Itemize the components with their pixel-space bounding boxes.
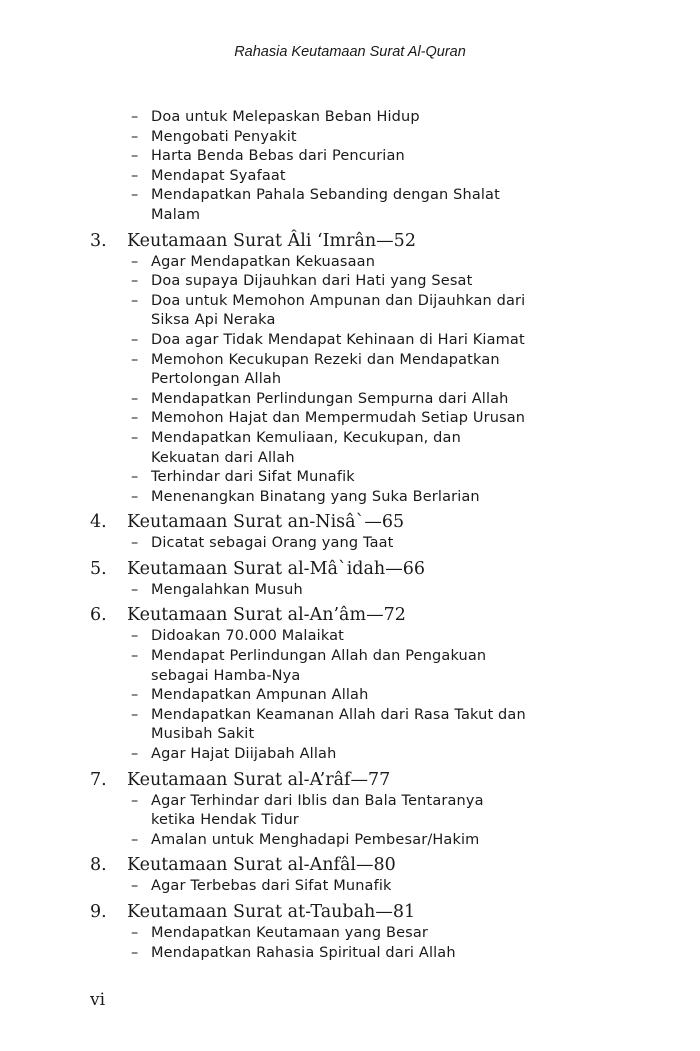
chapter-group xyxy=(0,901,700,963)
chapter-title: Keutamaan Surat al-Anfâl—80 xyxy=(127,855,396,876)
toc-subitem-label: Agar Hajat Diijabah Allah xyxy=(151,746,337,763)
toc-subitem xyxy=(0,390,531,410)
toc-subitem xyxy=(0,686,531,706)
dash-bullet: – xyxy=(131,944,139,961)
chapter-title: Keutamaan Surat al-A’râf—77 xyxy=(127,769,391,790)
toc-subitem-label: Mendapatkan Kemuliaan, Kecukupan, dan Kekuatan dari Allah xyxy=(151,429,461,466)
toc-subitem xyxy=(0,944,531,964)
dash-bullet: – xyxy=(131,148,139,165)
chapter-number: 4. xyxy=(90,512,107,533)
toc-subitem-label: Mengobati Penyakit xyxy=(151,128,297,145)
toc-subitem xyxy=(0,272,531,292)
chapter-items-list xyxy=(0,627,700,764)
chapter-heading xyxy=(0,854,700,877)
chapter-items-list xyxy=(0,924,700,963)
chapter-group xyxy=(0,604,700,764)
chapter-group xyxy=(0,854,700,897)
chapter-title: Keutamaan Surat an-Nisâ`—65 xyxy=(127,512,405,533)
toc-subitem xyxy=(0,627,531,647)
continued-items-list xyxy=(0,108,700,226)
dash-bullet: – xyxy=(131,187,139,204)
dash-bullet: – xyxy=(131,648,139,665)
toc-subitem-label: Mendapatkan Ampunan Allah xyxy=(151,687,369,704)
toc-subitem xyxy=(0,351,531,390)
dash-bullet: – xyxy=(131,410,139,427)
toc-subitem xyxy=(0,429,531,468)
chapter-heading xyxy=(0,769,700,792)
toc-subitem xyxy=(0,186,531,225)
chapter-items-list xyxy=(0,253,700,508)
dash-bullet: – xyxy=(131,429,139,446)
running-head: Rahasia Keutamaan Surat Al-Quran xyxy=(234,44,466,60)
dash-bullet: – xyxy=(131,273,139,290)
chapter-heading xyxy=(0,230,700,253)
chapter-group xyxy=(0,511,700,554)
chapter-items-list xyxy=(0,534,700,554)
toc-subitem-label: Agar Mendapatkan Kekuasaan xyxy=(151,253,376,270)
toc-subitem xyxy=(0,147,531,167)
dash-bullet: – xyxy=(131,687,139,704)
toc-subitem xyxy=(0,831,531,851)
toc-subitem xyxy=(0,253,531,273)
toc-subitem-label: Mendapatkan Rahasia Spiritual dari Allah xyxy=(151,944,456,961)
toc-subitem-label: Doa untuk Memohon Ampunan dan Dijauhkan dari Siksa Api Neraka xyxy=(151,292,526,329)
dash-bullet: – xyxy=(131,746,139,763)
toc-subitem-label: Memohon Hajat dan Mempermudah Setiap Urusan xyxy=(151,410,526,427)
chapter-items-list xyxy=(0,792,700,851)
toc-subitem-label: Mendapatkan Pahala Sebanding dengan Shalat Malam xyxy=(151,187,500,223)
toc-subitem xyxy=(0,745,531,765)
dash-bullet: – xyxy=(131,292,139,309)
toc-subitem-label: Didoakan 70.000 Malaikat xyxy=(151,628,344,645)
chapter-number: 3. xyxy=(90,230,107,251)
dash-bullet: – xyxy=(131,351,139,368)
dash-bullet: – xyxy=(131,706,139,723)
chapter-items-list xyxy=(0,877,700,897)
toc-subitem xyxy=(0,488,531,508)
toc-subitem xyxy=(0,706,531,745)
chapter-group xyxy=(0,558,700,601)
toc-subitem xyxy=(0,128,531,148)
toc-subitem-label: Amalan untuk Menghadapi Pembesar/Hakim xyxy=(151,831,480,848)
dash-bullet: – xyxy=(131,792,139,809)
toc-subitem-label: Memohon Kecukupan Rezeki dan Mendapatkan Pertolongan Allah xyxy=(151,351,500,388)
continued-group xyxy=(0,108,700,226)
chapter-number: 5. xyxy=(90,558,107,579)
dash-bullet: – xyxy=(131,581,139,598)
toc-subitem-label: Terhindar dari Sifat Munafik xyxy=(151,469,355,486)
toc-subitem xyxy=(0,167,531,187)
toc-subitem-label: Dicatat sebagai Orang yang Taat xyxy=(151,535,394,552)
dash-bullet: – xyxy=(131,390,139,407)
chapter-heading xyxy=(0,558,700,581)
chapter-group xyxy=(0,230,700,508)
chapter-number: 7. xyxy=(90,769,107,790)
toc-subitem-label: Mendapat Perlindungan Allah dan Pengakuan sebagai Hamba-Nya xyxy=(151,648,487,684)
dash-bullet: – xyxy=(131,535,139,552)
toc-subitem xyxy=(0,877,531,897)
chapter-group xyxy=(0,769,700,851)
toc-subitem-label: Harta Benda Bebas dari Pencurian xyxy=(151,148,405,165)
chapter-heading xyxy=(0,901,700,924)
toc-subitem-label: Agar Terhindar dari Iblis dan Bala Tentaranya ketika Hendak Tidur xyxy=(151,792,484,829)
toc-subitem-label: Mengalahkan Musuh xyxy=(151,581,303,598)
dash-bullet: – xyxy=(131,628,139,645)
chapter-number: 6. xyxy=(90,605,107,626)
dash-bullet: – xyxy=(131,831,139,848)
toc-subitem-label: Doa supaya Dijauhkan dari Hati yang Sesat xyxy=(151,273,473,290)
dash-bullet: – xyxy=(131,878,139,895)
toc-subitem xyxy=(0,924,531,944)
toc-subitem xyxy=(0,108,531,128)
toc-subitem xyxy=(0,409,531,429)
chapter-number: 9. xyxy=(90,902,107,922)
toc-subitem-label: Mendapat Syafaat xyxy=(151,167,286,184)
toc-subitem-label: Menenangkan Binatang yang Suka Berlarian xyxy=(151,488,480,505)
toc-subitem-label: Doa untuk Melepaskan Beban Hidup xyxy=(151,109,420,125)
dash-bullet: – xyxy=(131,109,139,125)
chapter-title: Keutamaan Surat al-Mâ`idah—66 xyxy=(127,558,425,579)
toc-subitem xyxy=(0,292,531,331)
toc-subitem-label: Mendapatkan Keamanan Allah dari Rasa Takut dan Musibah Sakit xyxy=(151,706,526,743)
chapter-heading xyxy=(0,511,700,534)
dash-bullet: – xyxy=(131,469,139,486)
chapter-title: Keutamaan Surat Âli ‘Imrân—52 xyxy=(127,230,416,251)
dash-bullet: – xyxy=(131,253,139,270)
toc-subitem-label: Doa agar Tidak Mendapat Kehinaan di Hari Kiamat xyxy=(151,331,525,348)
dash-bullet: – xyxy=(131,331,139,348)
dash-bullet: – xyxy=(131,925,139,941)
toc-subitem-label: Mendapatkan Perlindungan Sempurna dari Allah xyxy=(151,390,509,407)
toc-subitem xyxy=(0,468,531,488)
dash-bullet: – xyxy=(131,488,139,505)
chapter-title: Keutamaan Surat at-Taubah—81 xyxy=(127,902,416,922)
chapter-items-list xyxy=(0,581,700,601)
chapter-heading xyxy=(0,604,700,627)
chapter-number: 8. xyxy=(90,855,107,876)
toc-subitem xyxy=(0,792,531,831)
toc-subitem xyxy=(0,647,531,686)
toc-subitem-label: Agar Terbebas dari Sifat Munafik xyxy=(151,878,392,895)
toc-subitem xyxy=(0,581,531,601)
dash-bullet: – xyxy=(131,167,139,184)
dash-bullet: – xyxy=(131,128,139,145)
chapters-list xyxy=(0,230,700,964)
toc-subitem xyxy=(0,331,531,351)
toc-subitem-label: Mendapatkan Keutamaan yang Besar xyxy=(151,925,429,941)
page-number: vi xyxy=(90,990,106,1010)
toc-subitem xyxy=(0,534,531,554)
table-of-contents xyxy=(0,108,700,963)
chapter-title: Keutamaan Surat al-An’âm—72 xyxy=(127,605,406,626)
